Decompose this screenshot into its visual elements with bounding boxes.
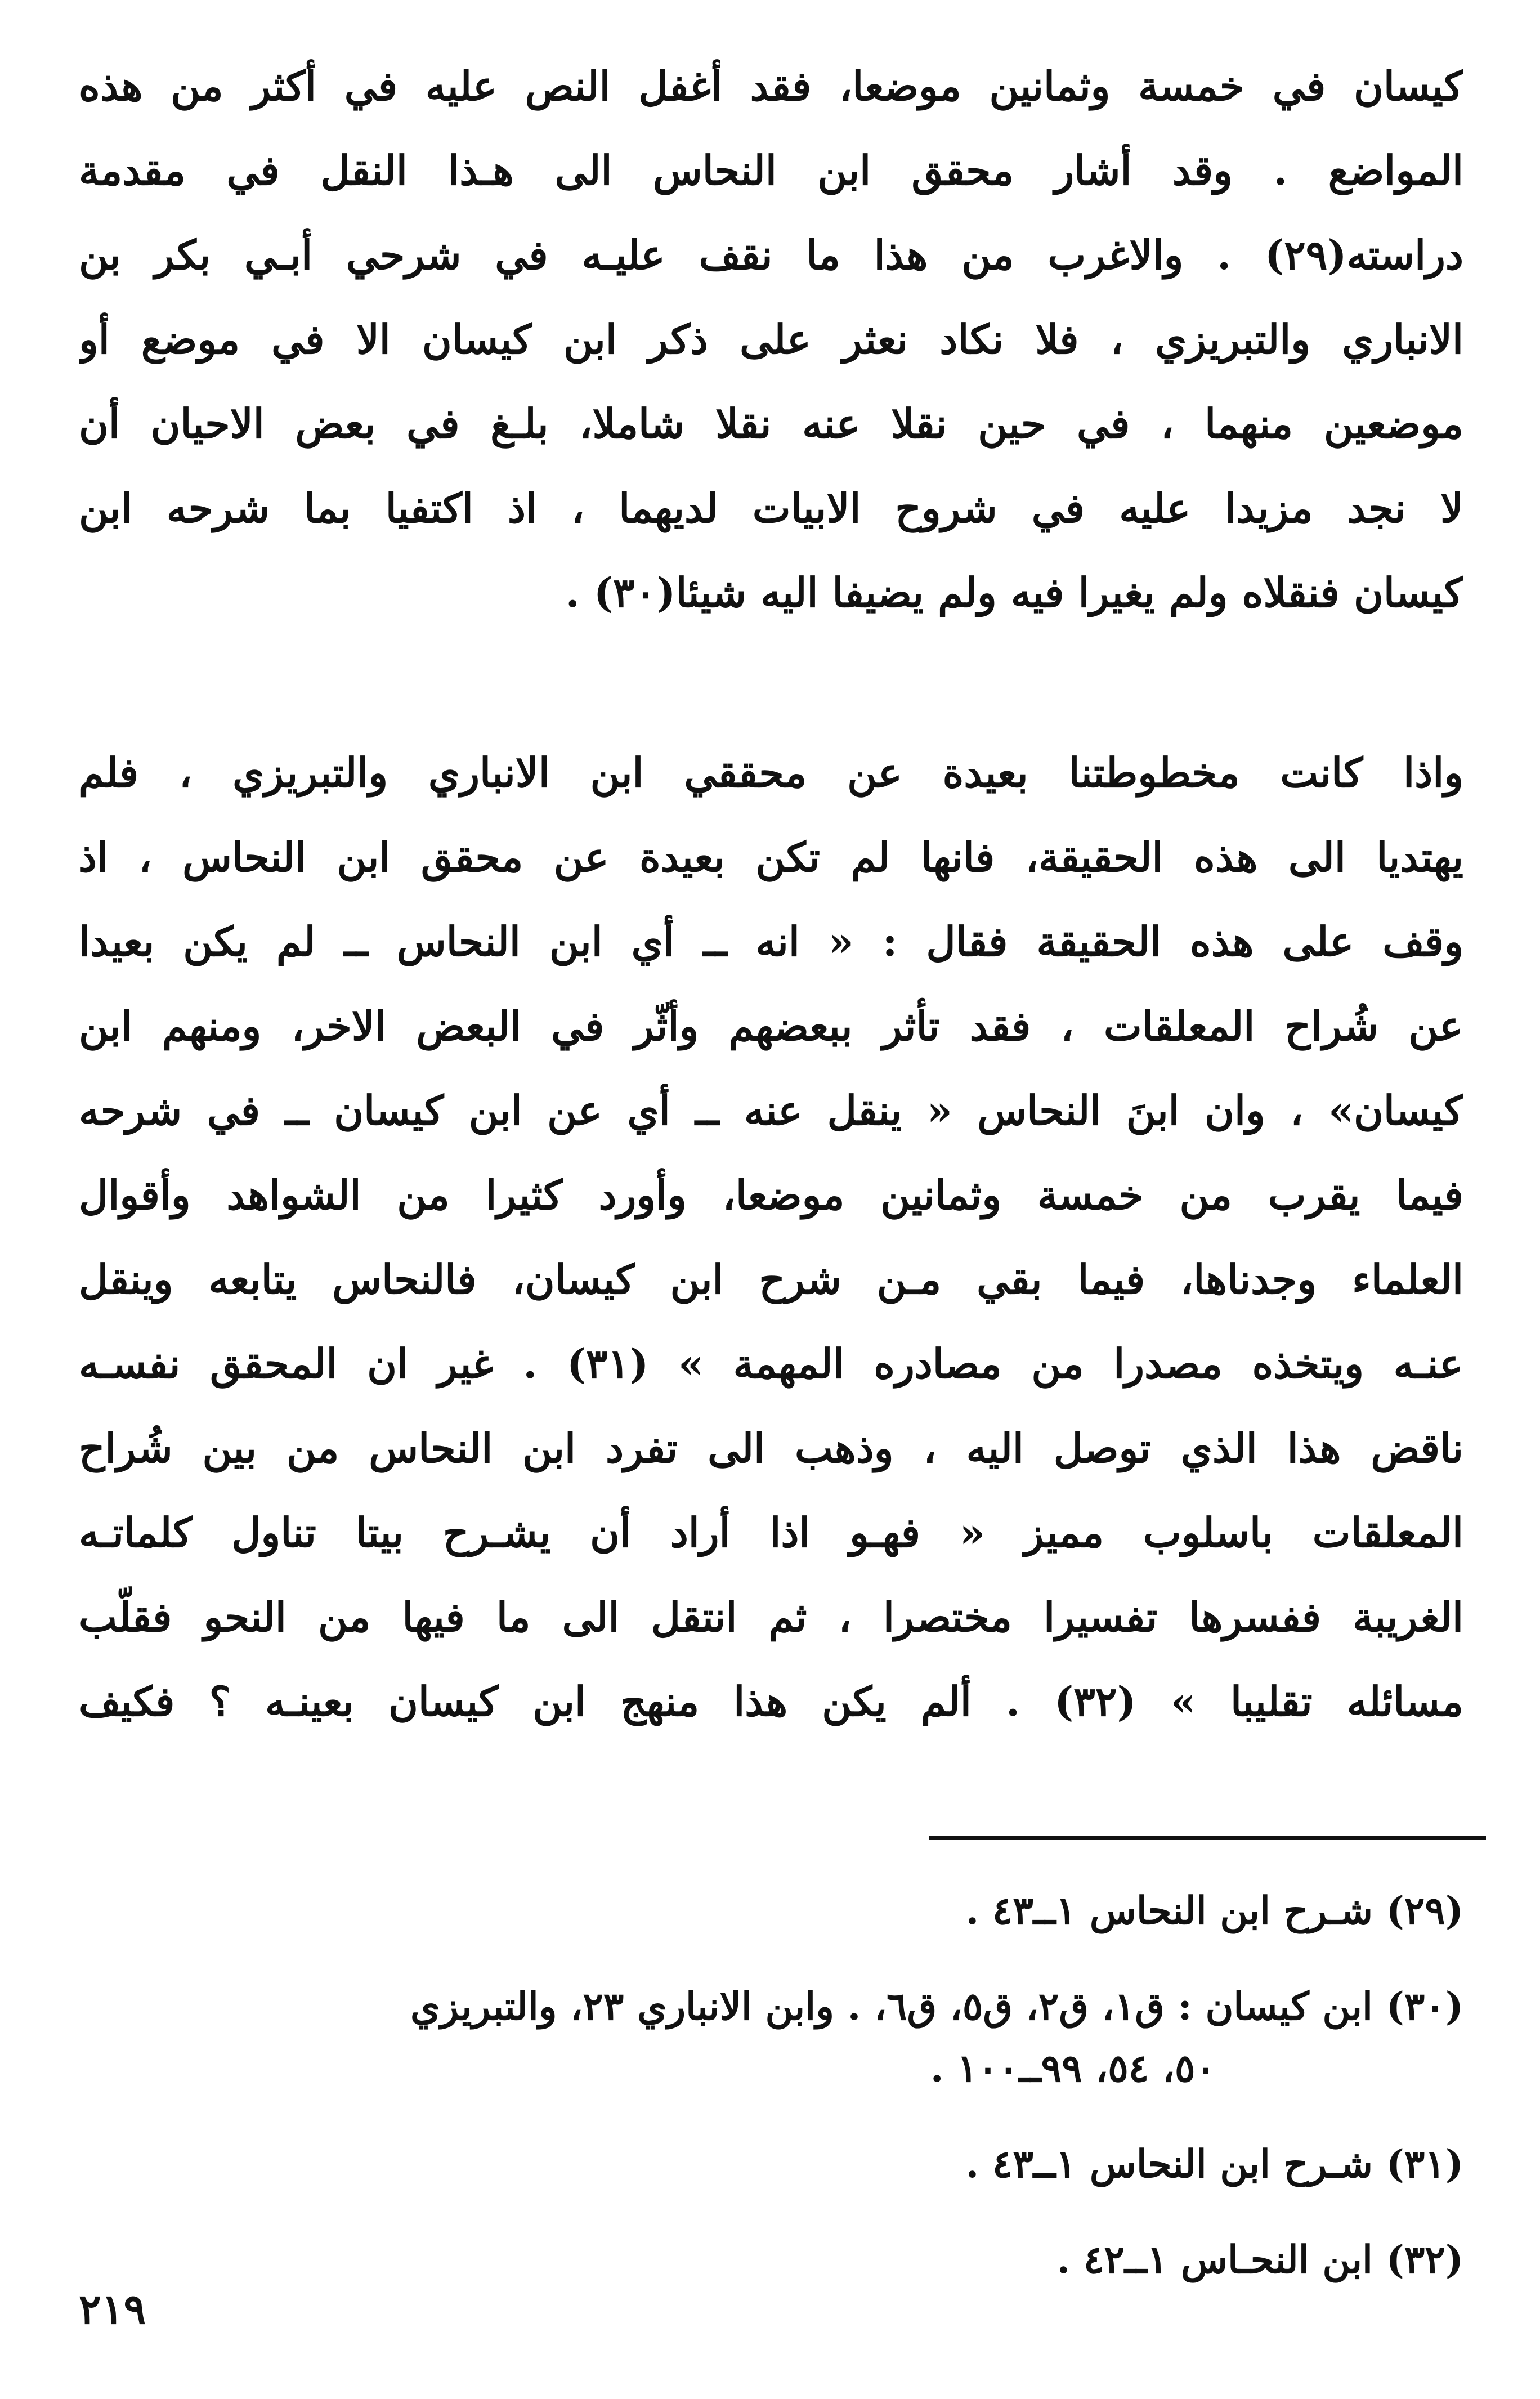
footnote-32: (٣٢) ابن النحـاس ١ــ٤٢ .	[1056, 2237, 1463, 2282]
text-line: يهتديا الى هذه الحقيقة، فانها لم تكن بعيدة عن محقق ابن النحاس ، اذ	[79, 833, 1463, 881]
text-line: الانباري والتبريزي ، فلا نكاد نعثر على ذكر ابن كيسان الا في موضع أو	[79, 315, 1463, 363]
text-line: الغريبة ففسرها تفسيرا مختصرا ، ثم انتقل الى ما فيها من النحو فقلّب	[79, 1593, 1463, 1641]
page-number: ٢١٩	[79, 2285, 146, 2334]
body-text	[79, 44, 1463, 1744]
text-line: ناقض هذا الذي توصل اليه ، وذهب الى تفرد ابن النحاس من بين شُراح	[79, 1424, 1463, 1472]
text-line: لا نجد مزيدا عليه في شروح الابيات لديهما ، اذ اكتفيا بما شرحه ابن	[79, 484, 1463, 532]
text-line: دراسته(٢٩) . والاغرب من هذا ما نقف عليـه في شرحي أبـي بكر بن	[79, 231, 1463, 279]
footnote-gap	[79, 2100, 1463, 2133]
footnote-31: (٣١) شـرح ابن النحاس ١ــ٤٣ .	[965, 2142, 1463, 2187]
text-line: عن شُراح المعلقات ، فقد تأثر ببعضهم وأثّر في البعض الاخر، ومنهم ابن	[79, 1002, 1463, 1050]
text-line: العلماء وجدناها، فيما بقي مـن شرح ابن كيسان، فالنحاس يتابعه وينقل	[79, 1255, 1463, 1303]
text-line: وقف على هذه الحقيقة فقال : « انه ــ أي ابن النحاس ــ لم يكن بعيدا	[79, 917, 1463, 965]
text-line: مسائله تقليبا » (٣٢) . ألم يكن هذا منهج ابن كيسان بعينـه ؟ فكيف	[79, 1677, 1463, 1725]
paragraph-1	[79, 44, 1463, 635]
text-line: فيما يقرب من خمسة وثمانين موضعا، وأورد كثيرا من الشواهد وأقوال	[79, 1171, 1463, 1219]
text-line: واذا كانت مخطوطتنا بعيدة عن محققي ابن الانباري والتبريزي ، فلم	[79, 749, 1463, 796]
footnote-30-continuation: ٥٠، ٥٤، ٩٩ــ١٠٠ .	[930, 2046, 1216, 2091]
footnotes	[79, 1880, 1463, 2291]
paragraph-2	[79, 731, 1463, 1744]
footnote-29: (٢٩) شـرح ابن النحاس ١ــ٤٣ .	[965, 1888, 1463, 1933]
text-line: كيسان فنقلاه ولم يغيرا فيه ولم يضيفا اليه شيئا(٣٠) .	[565, 569, 1463, 616]
paragraph-gap	[79, 635, 1463, 731]
text-line: كيسان» ، وان ابنَ النحاس « ينقل عنه ــ أي عن ابن كيسان ــ في شرحه	[79, 1086, 1463, 1134]
text-line: المعلقات باسلوب مميز « فهـو اذا أراد أن يشـرح بيتا تناول كلماتـه	[79, 1509, 1463, 1556]
text-line: المواضع . وقد أشار محقق ابن النحاس الى هـذا النقل في مقدمة	[79, 146, 1463, 194]
text-line: كيسان في خمسة وثمانين موضعا، فقد أغفل النص عليه في أكثر من هذه	[79, 62, 1463, 110]
footnote-gap	[79, 1942, 1463, 1976]
footnote-gap	[79, 2195, 1463, 2229]
text-line: عنـه ويتخذه مصدرا من مصادره المهمة » (٣١) . غير ان المحقق نفسـه	[79, 1340, 1463, 1388]
text-line: موضعين منهما ، في حين نقلا عنه نقلا شاملا، بلـغ في بعض الاحيان أن	[79, 400, 1463, 447]
footnote-separator	[929, 1836, 1486, 1840]
footnote-30: (٣٠) ابن كيسان : ق١، ق٢، ق٥، ق٦، . وابن الانباري ٢٣، والتبريزي	[410, 1984, 1463, 2029]
